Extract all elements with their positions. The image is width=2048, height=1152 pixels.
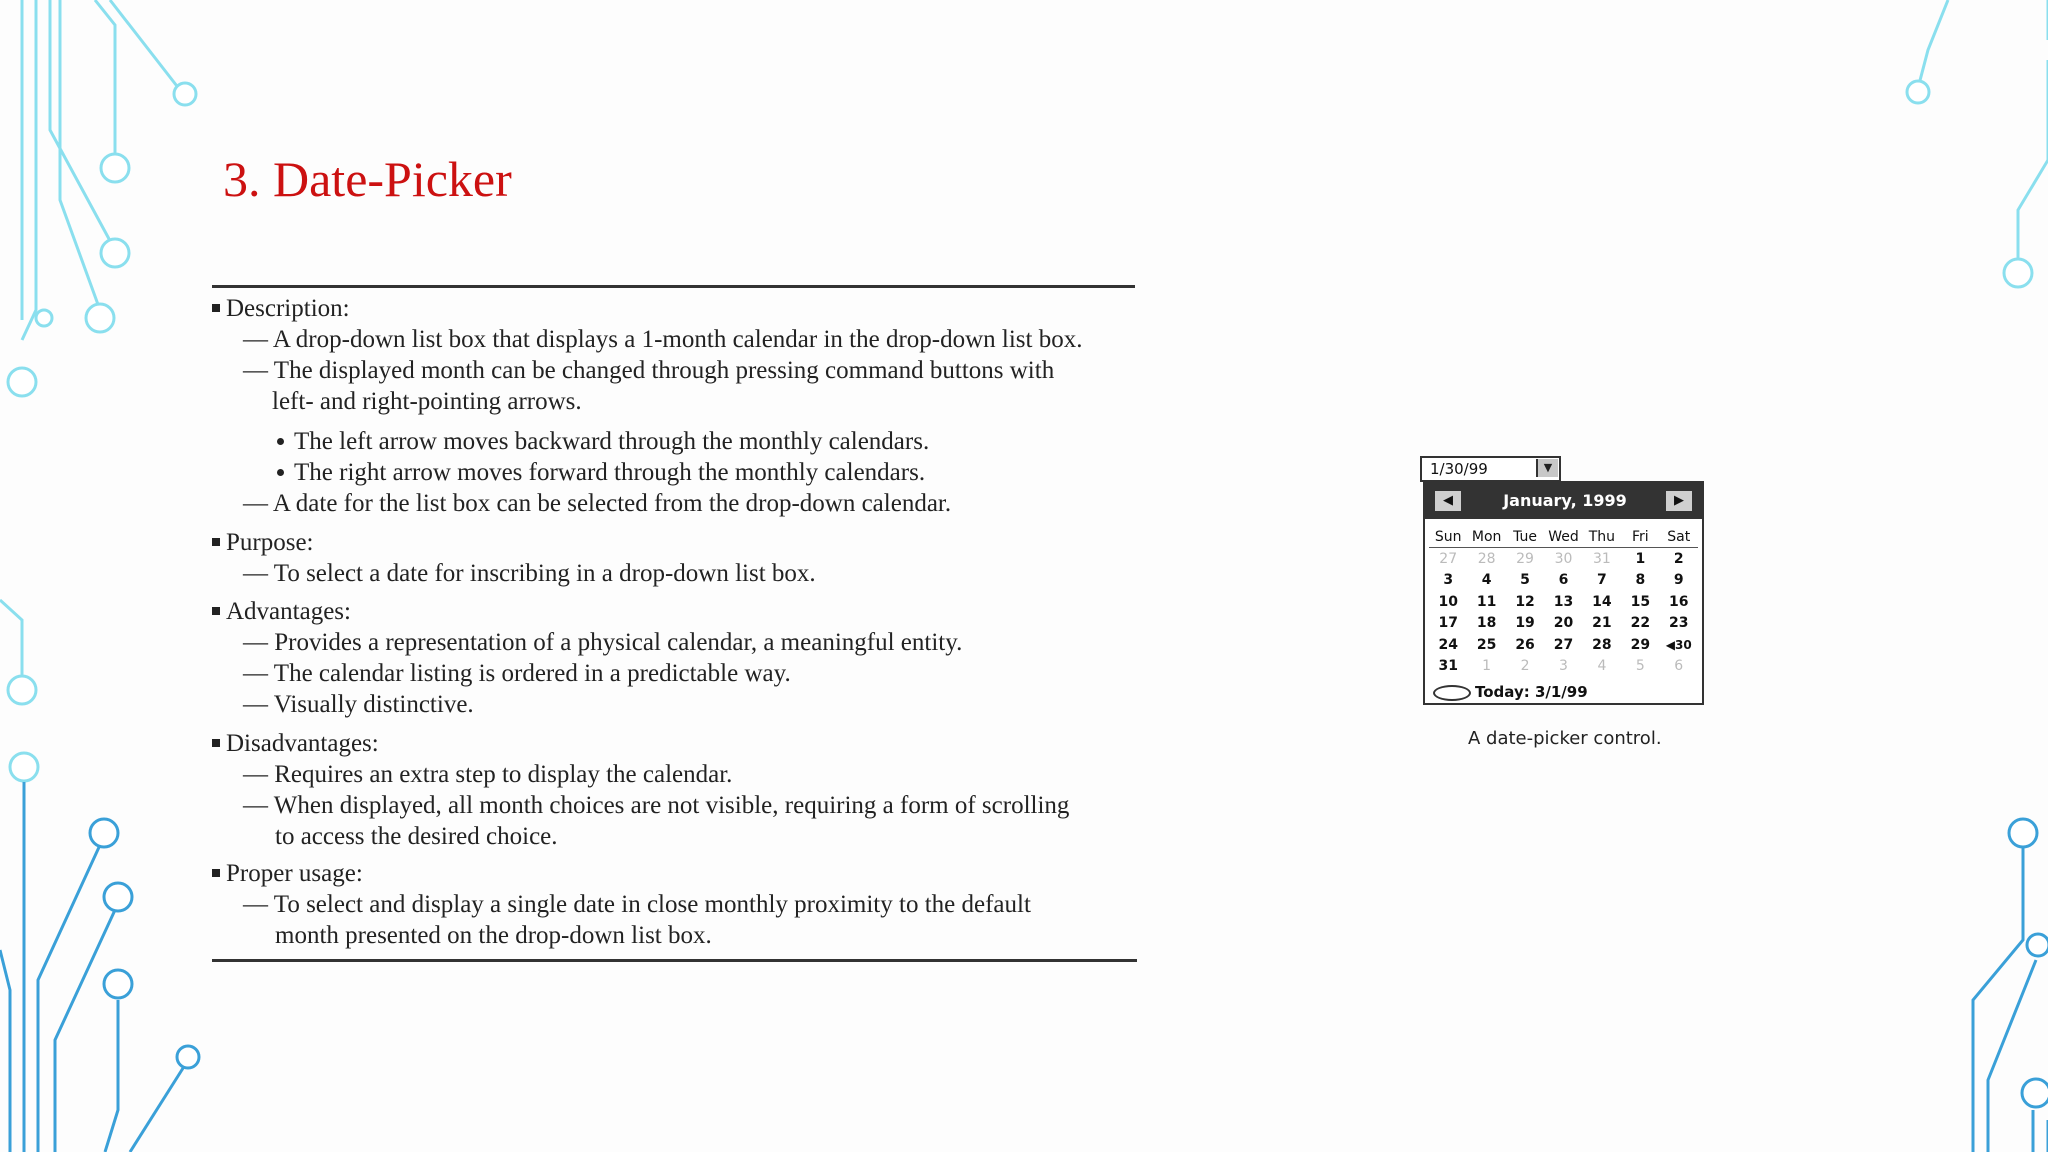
- description-item: — The displayed month can be changed through pressing command buttons with: [243, 357, 1055, 384]
- square-bullet-icon: [212, 304, 220, 312]
- day-cell[interactable]: 6: [1674, 658, 1684, 675]
- description-item: — A drop-down list box that displays a 1-month calendar in the drop-down list box.: [243, 326, 1083, 353]
- disadvantages-item-continued: to access the desired choice.: [275, 823, 558, 850]
- day-cell[interactable]: 12: [1515, 593, 1535, 610]
- day-cell[interactable]: 27: [1553, 636, 1574, 653]
- calendar-dropdown: [1423, 481, 1704, 705]
- square-bullet-icon: [212, 869, 220, 877]
- dropdown-arrow-icon[interactable]: ▼: [1536, 459, 1558, 477]
- usage-item: — To select and display a single date in close monthly proximity to the default: [243, 891, 1031, 918]
- week-row: [1429, 591, 1698, 613]
- day-cell[interactable]: 28: [1477, 550, 1496, 567]
- weekday-label: Sat: [1660, 527, 1698, 548]
- combo-value: 1/30/99: [1430, 460, 1488, 478]
- date-combo-box[interactable]: [1420, 456, 1561, 482]
- round-bullet-icon: [277, 438, 284, 445]
- week-row: [1429, 548, 1698, 570]
- usage-item-continued: month presented on the drop-down list box.: [275, 922, 712, 949]
- section-heading-description: Description:: [212, 294, 350, 324]
- selected-day-cell[interactable]: ◀30: [1665, 637, 1692, 652]
- section-heading-disadvantages: Disadvantages:: [212, 729, 379, 759]
- day-cell[interactable]: 3: [1443, 572, 1454, 589]
- next-month-icon[interactable]: ▶: [1666, 491, 1692, 511]
- section-heading-usage: Proper usage:: [212, 859, 363, 889]
- week-row: [1429, 613, 1698, 635]
- day-cell[interactable]: 19: [1515, 615, 1535, 632]
- purpose-item: — To select a date for inscribing in a drop-down list box.: [243, 560, 816, 587]
- round-bullet-icon: [277, 469, 284, 476]
- today-circle-icon: [1433, 685, 1471, 701]
- day-cell[interactable]: 24: [1438, 636, 1458, 653]
- day-cell[interactable]: 6: [1558, 572, 1569, 589]
- description-bullet: The right arrow moves forward through the monthly calendars.: [277, 458, 925, 488]
- square-bullet-icon: [212, 538, 220, 546]
- advantages-item: — Provides a representation of a physical calendar, a meaningful entity.: [243, 629, 963, 656]
- day-cell[interactable]: 11: [1476, 593, 1497, 610]
- day-cell[interactable]: 8: [1635, 572, 1646, 589]
- square-bullet-icon: [212, 607, 220, 615]
- advantages-item: — Visually distinctive.: [243, 691, 474, 718]
- weekday-label: Thu: [1583, 527, 1621, 548]
- description-bullet: The left arrow moves backward through the monthly calendars.: [277, 427, 929, 457]
- day-cell[interactable]: 21: [1592, 615, 1612, 632]
- week-row: [1429, 634, 1698, 656]
- description-item-continued: left- and right-pointing arrows.: [272, 388, 582, 415]
- day-cell[interactable]: 1: [1635, 550, 1646, 567]
- description-item: — A date for the list box can be selected from the drop-down calendar.: [243, 490, 952, 517]
- prev-month-icon[interactable]: ◀: [1435, 491, 1461, 511]
- week-row: [1429, 570, 1698, 592]
- weekday-label: Sun: [1429, 527, 1467, 548]
- day-cell[interactable]: 20: [1553, 615, 1574, 632]
- day-cell[interactable]: 14: [1592, 593, 1612, 610]
- section-heading-advantages: Advantages:: [212, 597, 351, 627]
- square-bullet-icon: [212, 739, 220, 747]
- day-cell[interactable]: 5: [1635, 658, 1645, 675]
- day-cell[interactable]: 27: [1439, 550, 1458, 567]
- weekday-row: [1429, 527, 1698, 548]
- day-cell[interactable]: 4: [1481, 572, 1492, 589]
- day-cell[interactable]: 31: [1438, 658, 1458, 675]
- day-cell[interactable]: 18: [1476, 615, 1497, 632]
- day-cell[interactable]: 28: [1592, 636, 1612, 653]
- day-cell[interactable]: 15: [1630, 593, 1651, 610]
- disadvantages-item: — When displayed, all month choices are not visible, requiring a form of scrolling: [243, 792, 1070, 819]
- weekday-label: Fri: [1621, 527, 1659, 548]
- circuit-decoration-left: [0, 0, 210, 1152]
- page-title: 3. Date-Picker: [223, 151, 512, 207]
- day-cell[interactable]: 13: [1553, 593, 1574, 610]
- day-cell[interactable]: 2: [1673, 550, 1684, 567]
- section-heading-purpose: Purpose:: [212, 528, 314, 558]
- weekday-label: Tue: [1506, 527, 1544, 548]
- day-cell[interactable]: 29: [1630, 636, 1651, 653]
- circuit-decoration-right: [1898, 0, 2048, 1152]
- disadvantages-item: — Requires an extra step to display the calendar.: [243, 761, 733, 788]
- weekday-label: Mon: [1467, 527, 1505, 548]
- day-cell[interactable]: 31: [1592, 550, 1611, 567]
- today-link[interactable]: Today: 3/1/99: [1433, 683, 1588, 701]
- day-cell[interactable]: 7: [1597, 572, 1607, 589]
- figure-caption: A date-picker control.: [1468, 728, 1662, 749]
- advantages-item: — The calendar listing is ordered in a predictable way.: [243, 660, 791, 687]
- day-cell[interactable]: 16: [1669, 593, 1689, 610]
- day-cell[interactable]: 25: [1476, 636, 1497, 653]
- weekday-label: Wed: [1544, 527, 1582, 548]
- day-cell[interactable]: 1: [1482, 658, 1492, 675]
- bottom-divider: [212, 959, 1137, 962]
- day-cell[interactable]: 17: [1438, 615, 1458, 632]
- day-cell[interactable]: 5: [1520, 572, 1530, 589]
- day-cell[interactable]: 2: [1520, 658, 1530, 675]
- day-cell[interactable]: 26: [1515, 636, 1535, 653]
- day-cell[interactable]: 9: [1673, 572, 1684, 589]
- calendar-grid: [1429, 527, 1698, 677]
- day-cell[interactable]: 4: [1597, 658, 1607, 675]
- calendar-header: [1425, 483, 1702, 519]
- day-cell[interactable]: 3: [1559, 658, 1568, 675]
- day-cell[interactable]: 30: [1554, 550, 1573, 567]
- top-divider: [212, 285, 1135, 288]
- week-row: [1429, 656, 1698, 678]
- day-cell[interactable]: 29: [1516, 550, 1534, 567]
- month-label: January, 1999: [1503, 491, 1627, 510]
- day-cell[interactable]: 10: [1438, 593, 1458, 610]
- day-cell[interactable]: 23: [1669, 615, 1689, 632]
- day-cell[interactable]: 22: [1630, 615, 1651, 632]
